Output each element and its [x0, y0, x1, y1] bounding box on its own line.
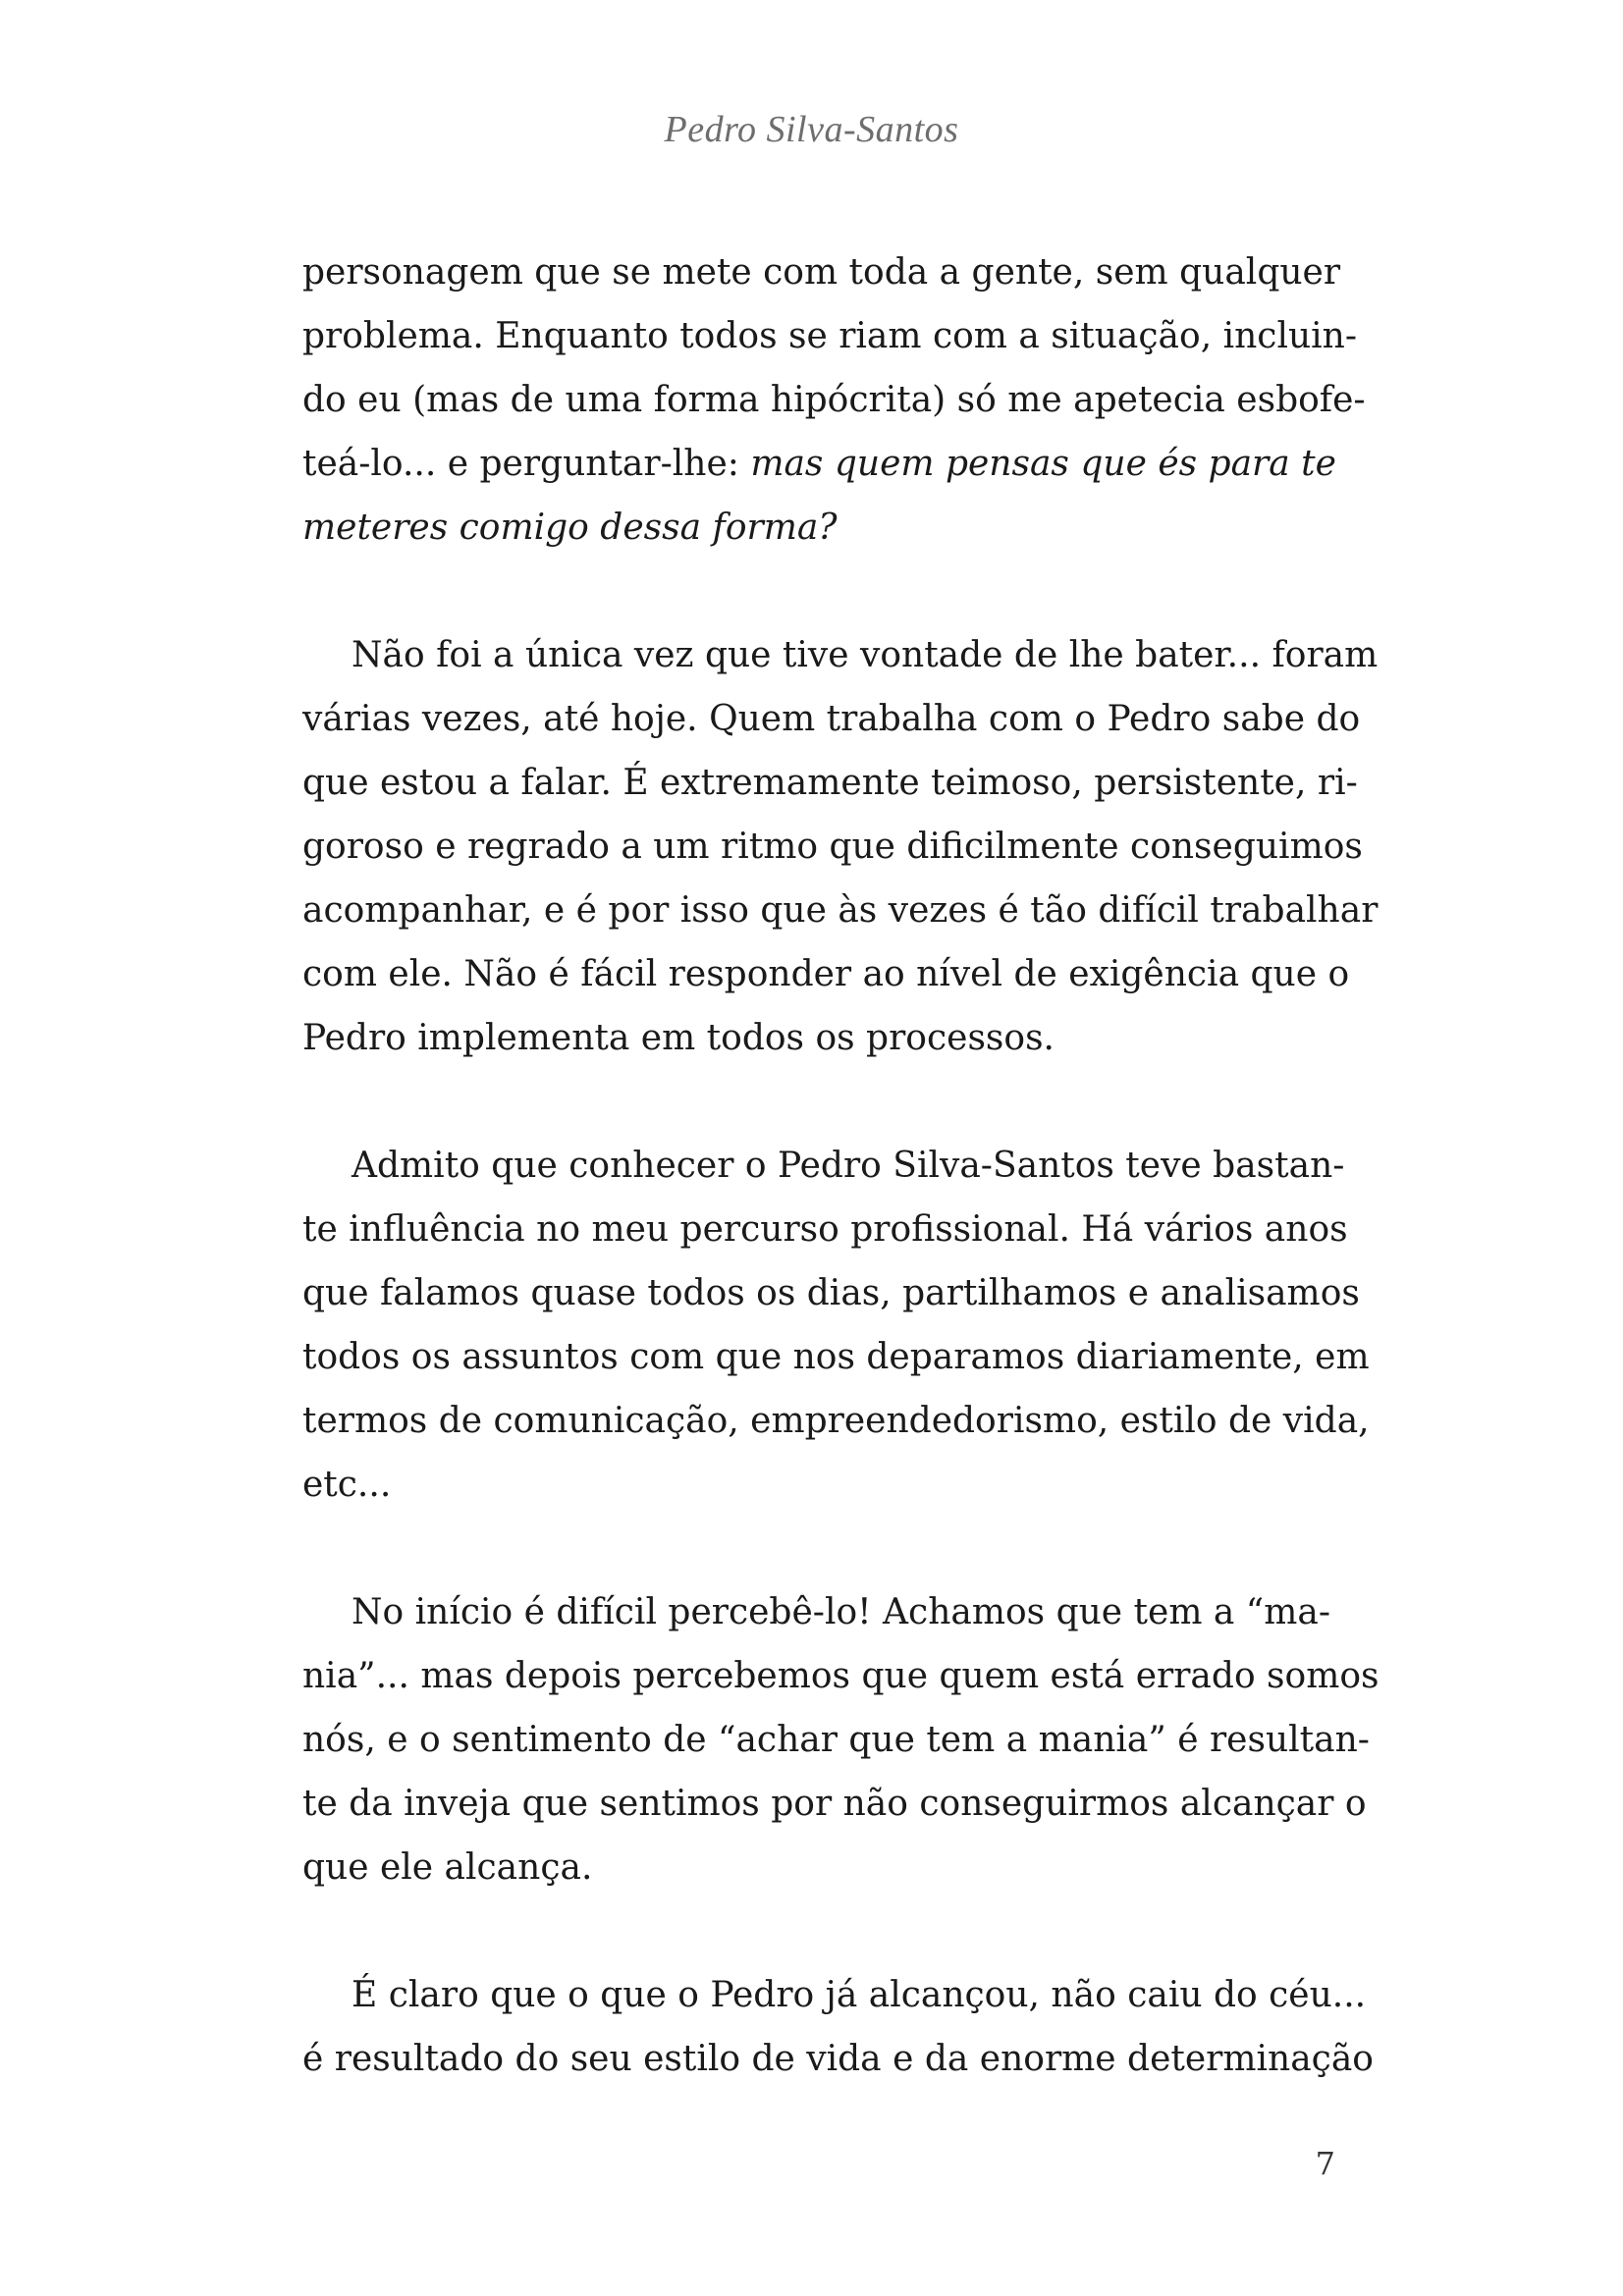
text-line: te influência no meu percurso profissional. Há vários anos [302, 1209, 1348, 1250]
text-line: Admito que conhecer o Pedro Silva-Santos teve bastan- [352, 1146, 1345, 1186]
text-line: do eu (mas de uma forma hipócrita) só me apetecia esbofe- [302, 380, 1366, 420]
text-line: várias vezes, até hoje. Quem trabalha com o Pedro sabe do [302, 699, 1361, 739]
text-line: É claro que o que o Pedro já alcançou, não caiu do céu... [352, 1975, 1367, 2015]
text-line: que estou a falar. É extremamente teimoso, persistente, ri- [302, 763, 1358, 803]
paragraph [302, 623, 1379, 1070]
text-line: Pedro implementa em todos os processos. [302, 1018, 1055, 1058]
italic-text: meteres comigo dessa forma? [302, 507, 838, 548]
paragraph-gap [302, 1070, 1328, 1134]
text-line: etc... [302, 1465, 392, 1505]
text-line: Não foi a única vez que tive vontade de lhe bater... foram [352, 635, 1379, 675]
text-line: nós, e o sentimento de “achar que tem a mania” é resultan- [302, 1720, 1370, 1760]
text-line [302, 432, 1336, 496]
page-number: 7 [1315, 2145, 1335, 2182]
paragraph [302, 240, 1366, 560]
paragraph [302, 1580, 1380, 1899]
text-line: que falamos quase todos os dias, partilhamos e analisamos [302, 1273, 1360, 1313]
paragraph [302, 1963, 1374, 2091]
text-line: é resultado do seu estilo de vida e da enorme determinação [302, 2039, 1374, 2079]
text-line: que ele alcança. [302, 1847, 593, 1888]
italic-text: mas quem pensas que és para te [750, 444, 1336, 484]
text-line: nia”... mas depois percebemos que quem está errado somos [302, 1656, 1380, 1696]
text-line: acompanhar, e é por isso que às vezes é tão difícil trabalhar [302, 890, 1379, 931]
text-line: todos os assuntos com que nos deparamos diariamente, em [302, 1337, 1370, 1377]
paragraph-gap [302, 560, 1328, 623]
body-text [302, 240, 1380, 2091]
paragraph-gap [302, 1899, 1328, 1963]
paragraph-gap [302, 1517, 1328, 1580]
text-line [302, 496, 1328, 560]
text-line: No início é difícil percebê-lo! Achamos que tem a “ma- [352, 1592, 1330, 1632]
text-line: termos de comunicação, empreendedorismo, estilo de vida, [302, 1401, 1370, 1441]
text-line: goroso e regrado a um ritmo que dificilmente conseguimos [302, 827, 1363, 867]
text-line: personagem que se mete com toda a gente, sem qualquer [302, 252, 1341, 293]
text-line: te da inveja que sentimos por não conseguirmos alcançar o [302, 1784, 1367, 1824]
text-line: problema. Enquanto todos se riam com a situação, incluin- [302, 316, 1358, 356]
text-run: teá-lo... e perguntar-lhe: [302, 444, 751, 484]
running-header: Pedro Silva-Santos [664, 109, 959, 150]
paragraph [302, 1134, 1370, 1517]
text-line: com ele. Não é fácil responder ao nível de exigência que o [302, 954, 1350, 994]
